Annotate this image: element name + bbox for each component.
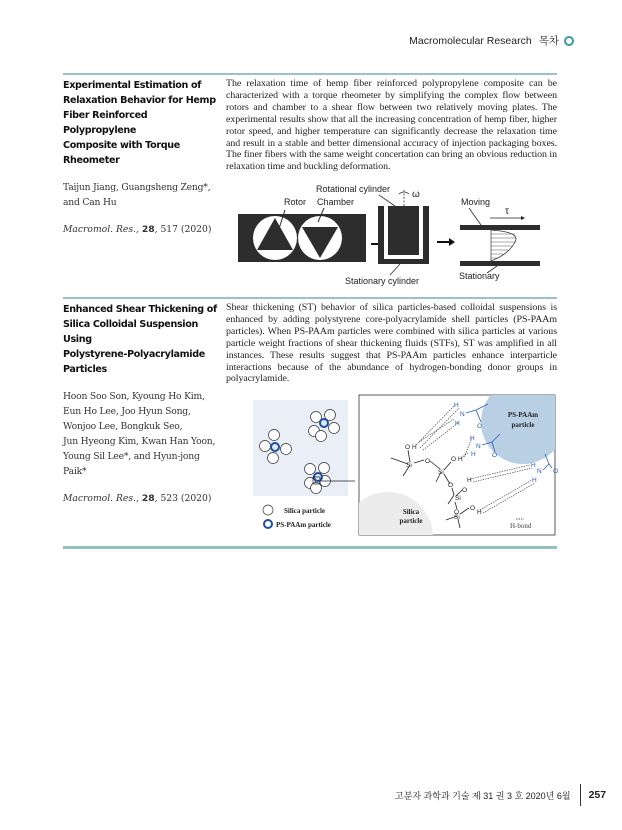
divider (63, 297, 557, 299)
svg-text:H: H (471, 451, 476, 458)
section-label: 목차 (538, 35, 559, 47)
svg-text:Si: Si (454, 514, 460, 521)
rotor-label: Rotor (284, 197, 307, 207)
silica-legend-icon (263, 505, 273, 515)
svg-text:H: H (532, 477, 537, 484)
svg-text:particle: particle (511, 421, 535, 429)
svg-text:Silica: Silica (402, 508, 420, 516)
silica-legend-label: Silica particle (284, 507, 326, 515)
article-meta (63, 78, 218, 237)
svg-text:O: O (425, 458, 431, 465)
svg-text:PS-PAAm: PS-PAAm (507, 411, 539, 419)
svg-text:O: O (553, 468, 558, 475)
svg-text:O: O (451, 456, 457, 463)
moving-plate (460, 225, 540, 230)
pspaam-legend-icon (264, 520, 272, 528)
svg-text:N: N (476, 443, 481, 450)
page-number: 257 (588, 789, 607, 801)
svg-text:O: O (454, 509, 460, 516)
stationary-label: Stationary (459, 271, 500, 281)
rotational-cylinder (388, 206, 419, 255)
svg-text:Si: Si (455, 495, 461, 502)
page-footer (395, 784, 606, 806)
pspaam-legend-label: PS-PAAm particle (276, 521, 331, 529)
svg-text:H: H (412, 444, 417, 451)
chamber-label: Chamber (317, 197, 355, 207)
article-abstract: Shear thickening (ST) behavior of silica particles-based colloidal suspensions is enhanced by adding polystyrene core-polyacrylamide shell particles (PS-PAAm particles). When PS-PAAm particles were combined with silica particles at various particle weight fractions of shear thickening fluids (STFs), ST was amplified in all instances. These results suggest that PS-PAAm particles enhance interparticle interactions because of the abundance of hydrogen-bonding donor groups in polyacrylamide. (226, 302, 557, 385)
article-citation: Macromol. Res., 28, 523 (2020) (63, 493, 212, 504)
article-title[interactable]: Enhanced Shear Thickening of Silica Colloidal Suspension Using Polystyrene-Polyacrylamide Particles (63, 304, 217, 375)
svg-text:H: H (467, 477, 472, 484)
footer-divider (580, 784, 581, 806)
rotational-cylinder-label: Rotational cylinder (316, 184, 391, 194)
svg-text:Si: Si (438, 469, 444, 476)
article-abstract-column (226, 302, 557, 385)
svg-text:particle: particle (399, 517, 423, 525)
hbond-legend-label: H-bond (510, 522, 532, 530)
svg-text:H: H (470, 435, 475, 442)
svg-text:O: O (448, 482, 454, 489)
ring-bullet-icon (564, 36, 574, 46)
running-header (409, 33, 574, 48)
divider (63, 546, 557, 549)
omega-symbol: ω (412, 189, 420, 200)
svg-text:H: H (477, 509, 482, 516)
article-meta (63, 302, 218, 506)
tau-symbol: τ (505, 206, 509, 217)
article-authors: Hoon Soo Son, Kyoung Ho Kim, Eun Ho Lee, Joo Hyun Song, Wonjoo Lee, Bongkuk Seo, Jun Hyeong Kim, Kwan Han Yoon, Young Sil Lee*, and Hyun-jong Paik* (63, 391, 216, 477)
svg-text:H: H (454, 402, 459, 409)
article-citation: Macromol. Res., 28, 517 (2020) (63, 224, 212, 235)
article-abstract-column (226, 78, 557, 173)
article-title[interactable]: Experimental Estimation of Relaxation Behavior for Hemp Fiber Reinforced Polypropylene Composite with Torque Rheometer (63, 80, 216, 166)
article-authors: Taijun Jiang, Guangsheng Zeng*, and Can Hu (63, 182, 211, 208)
stationary-cylinder-label: Stationary cylinder (345, 276, 420, 286)
svg-text:H: H (531, 462, 536, 469)
svg-text:O: O (405, 444, 411, 451)
svg-text:N: N (460, 411, 465, 418)
journal-name: Macromolecular Research (409, 34, 532, 47)
svg-text:O: O (477, 423, 483, 430)
svg-text:N: N (537, 468, 542, 475)
svg-text:Si: Si (406, 462, 412, 469)
article-abstract: The relaxation time of hemp fiber reinforced polypropylene composite can be characterized with a torque rheometer by simplifying the complex flow between rotors and chamber to a shear flow between two relatively moving plates. The experimental results show that all the increasing concentration of hemp fiber, higher rotor speed, and higher temperature can significantly decrease the relaxation time and result in a stable and better dimensional accuracy of injection packaging boxes. The finer fibers with the same weight concertation can bring an obvious reduction in relaxation time and buckling deformation. (226, 78, 557, 173)
svg-text:H: H (455, 420, 460, 427)
stationary-plate (460, 261, 540, 266)
svg-text:O: O (462, 487, 468, 494)
rheometer-schematic-figure (225, 180, 555, 290)
particle-interaction-figure (248, 392, 558, 537)
divider (63, 73, 557, 75)
svg-text:O: O (492, 452, 498, 459)
publication-info: 고분자 과학과 기술 제 31 권 3 호 2020년 6월 (395, 790, 571, 801)
svg-text:O: O (470, 505, 476, 512)
moving-label: Moving (461, 197, 491, 207)
svg-text:H: H (458, 456, 463, 463)
